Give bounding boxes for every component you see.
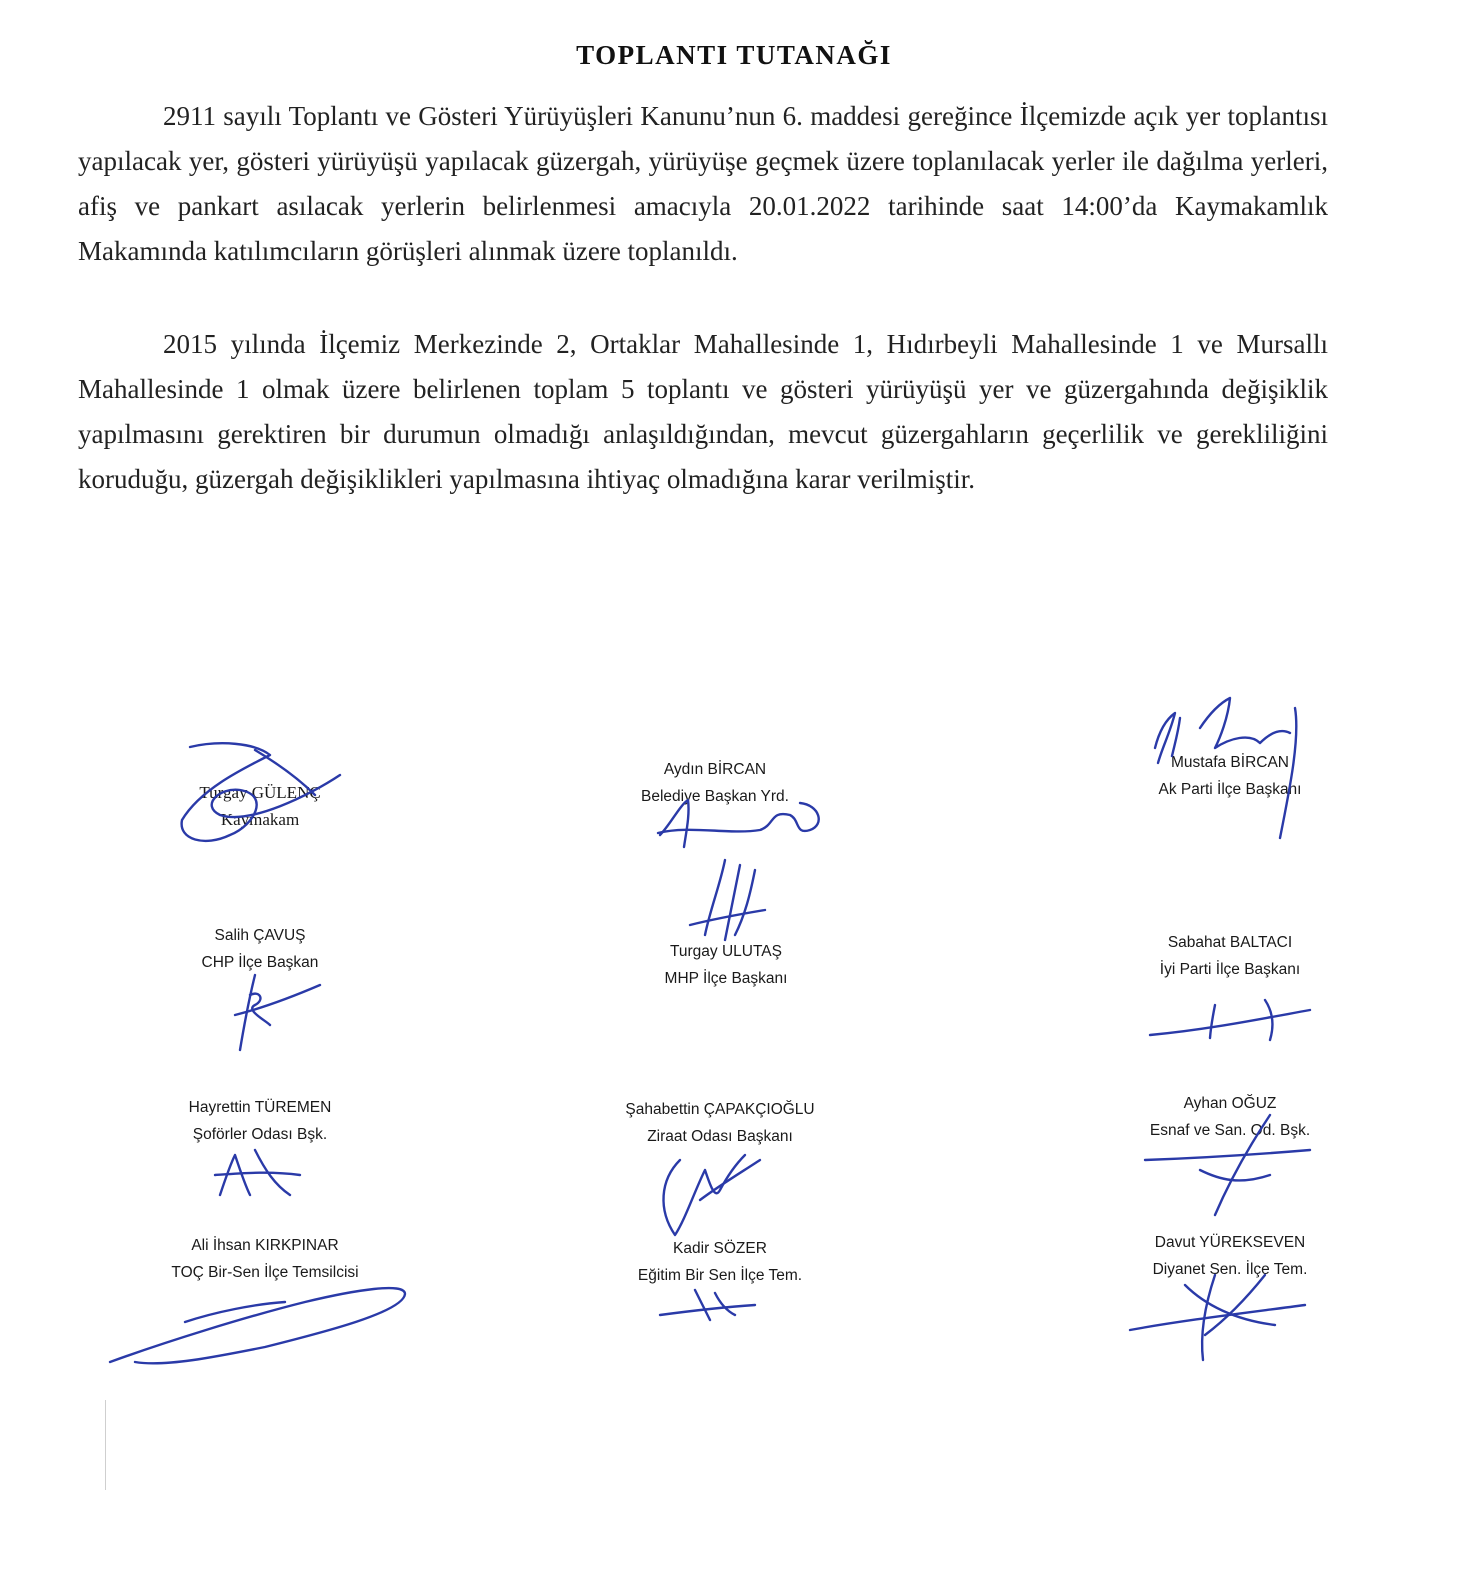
signatory-role: Diyanet Sen. İlçe Tem.: [1152, 1261, 1308, 1278]
handwritten-signature-chp: [205, 965, 335, 1060]
handwritten-signature-mhp: [680, 855, 780, 950]
handwritten-signature-iyi-parti: [1145, 990, 1325, 1050]
signatory-name: Mustafa BİRCAN: [1170, 754, 1289, 771]
signatory-role: Esnaf ve San. Od. Bşk.: [1149, 1122, 1311, 1139]
handwritten-signature-ak-parti: [1140, 688, 1320, 848]
signatory-name: Turgay ULUTAŞ: [670, 943, 782, 960]
handwritten-signature-belediye: [650, 785, 830, 855]
signatory-name: Turgay GÜLENÇ: [199, 783, 321, 802]
signatory-role: TOÇ Bir-Sen İlçe Temsilcisi: [171, 1264, 359, 1281]
scan-artifact-line: [105, 1400, 106, 1490]
handwritten-signature-soforler: [210, 1145, 310, 1205]
handwritten-signature-esnaf: [1140, 1110, 1320, 1220]
signatory-role: Kaymakam: [220, 810, 300, 829]
signatory-role: İyi Parti İlçe Başkanı: [1159, 961, 1301, 978]
signatory-role: CHP İlçe Başkan: [201, 954, 319, 971]
signatory-role: Şoförler Odası Bşk.: [192, 1126, 328, 1143]
signatory-name: Şahabettin ÇAPAKÇIOĞLU: [625, 1101, 815, 1118]
signatory-name: Kadir SÖZER: [673, 1240, 767, 1257]
signatory-name: Ayhan OĞUZ: [1183, 1095, 1277, 1112]
signatory-name: Sabahat BALTACI: [1167, 934, 1293, 951]
signatory-role: Ak Parti İlçe Başkanı: [1158, 781, 1302, 798]
handwritten-signature-kaymakam: [160, 735, 360, 855]
signatory-name: Aydın BİRCAN: [663, 761, 767, 778]
signatory-role: Eğitim Bir Sen İlçe Tem.: [637, 1267, 803, 1284]
paragraph-1: 2911 sayılı Toplantı ve Gösteri Yürüyüşleri Kanunu’nun 6. maddesi gereğince İlçemizde açık yer toplantısı yapılacak yer, gösteri yürüyüşü yapılacak güzergah, yürüyüşe geçmek üzere toplanılacak yerler ile dağılma yerleri, afiş ve pankart asılacak yerlerin belirlenmesi amacıyla 20.01.2022 tarihinde saat 14:00’da Kaymakamlık Makamında katılımcıların görüşleri alınmak üzere toplanıldı.: [78, 101, 1328, 266]
signatory-name: Hayrettin TÜREMEN: [188, 1099, 332, 1116]
signature-block-soforler: [110, 1094, 410, 1148]
signatory-name: Davut YÜREKSEVEN: [1154, 1234, 1306, 1251]
handwritten-signature-ziraat: [650, 1140, 770, 1250]
signatory-role: MHP İlçe Başkanı: [664, 970, 788, 987]
signatory-role: Ziraat Odası Başkanı: [647, 1128, 793, 1145]
paragraph-2: 2015 yılında İlçemiz Merkezinde 2, Ortaklar Mahallesinde 1, Hıdırbeyli Mahallesinde 1 ve Mursallı Mahallesinde 1 olmak üzere belirlenen toplam 5 toplantı ve gösteri yürüyüşü yer ve güzergahında değişiklik yapılmasını gerektiren bir durumun olmadığı anlaşıldığından, mevcut güzergahların geçerlilik ve gerekliliğini koruduğu, güzergah değişiklikleri yapılmasına ihtiyaç olmadığına karar verilmiştir.: [78, 329, 1328, 494]
signatory-name: Salih ÇAVUŞ: [214, 927, 306, 944]
document-title: TOPLANTI TUTANAĞI: [576, 40, 892, 70]
handwritten-signature-toc-bir-sen: [105, 1262, 425, 1372]
signature-block-iyi-parti: [1080, 929, 1380, 983]
handwritten-signature-diyanet-sen: [1125, 1265, 1325, 1365]
signatory-name: Ali İhsan KIRKPINAR: [191, 1237, 339, 1254]
handwritten-signature-egitim-bir-sen: [655, 1285, 765, 1325]
signatory-role: Belediye Başkan Yrd.: [641, 788, 789, 805]
